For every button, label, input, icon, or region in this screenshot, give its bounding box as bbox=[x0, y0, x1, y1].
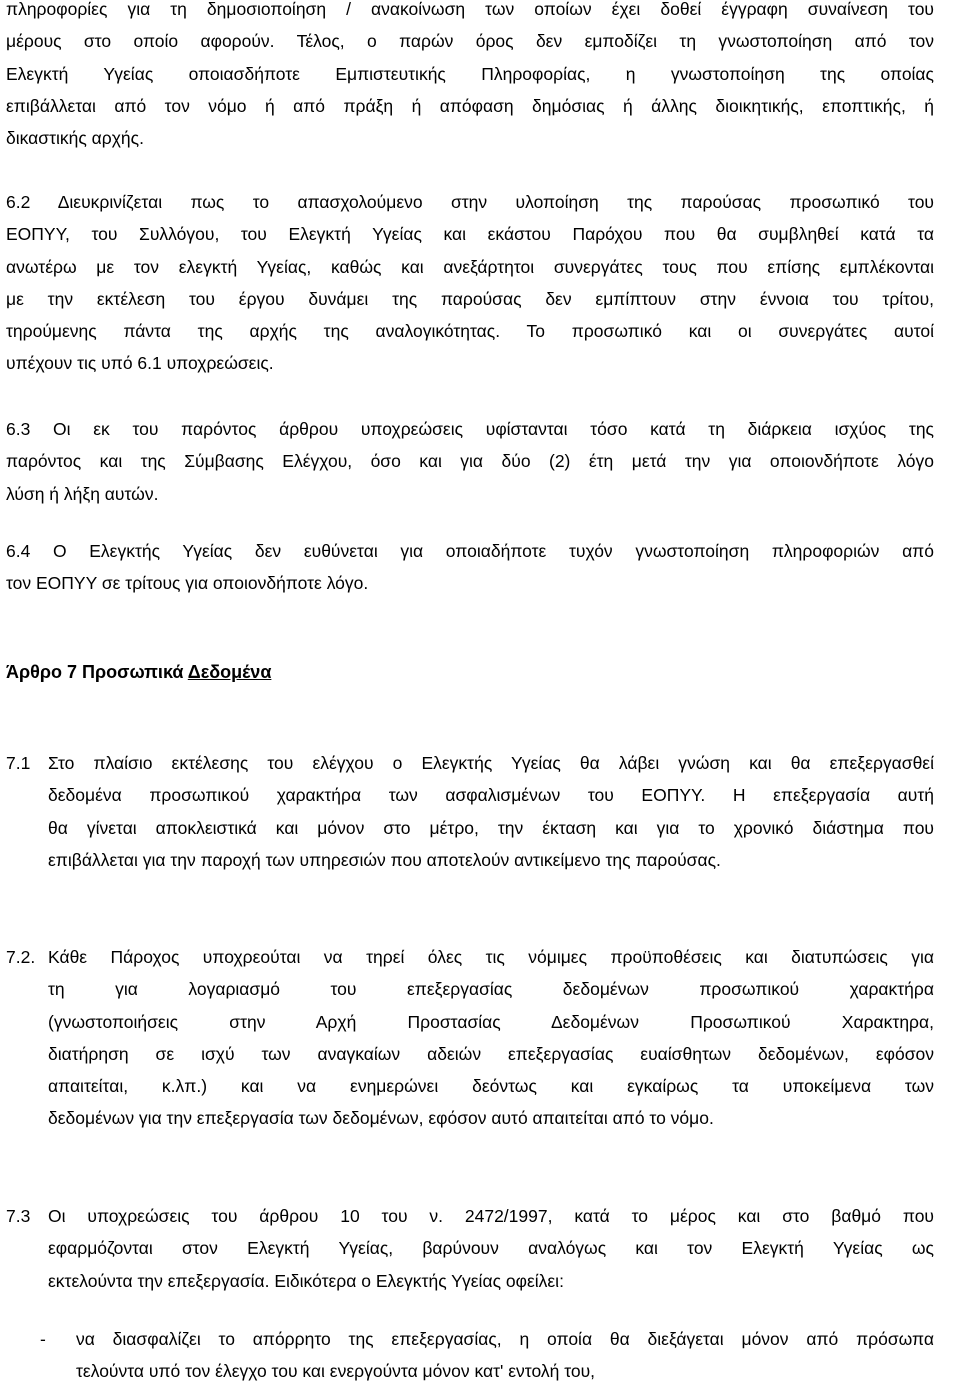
paragraph-7-2 bbox=[6, 941, 934, 1136]
text-line: με την εκτέλεση του έργου δυνάμει της παρούσας δεν εμπίπτουν στην έννοια του τρίτου, bbox=[6, 288, 934, 309]
bullet-dash: - bbox=[40, 1329, 46, 1349]
clause-number: 7.3 bbox=[6, 1206, 31, 1226]
text-line: υπέχουν τις υπό 6.1 υποχρεώσεις. bbox=[6, 353, 274, 374]
text-line: δεδομένων για την επεξεργασία των δεδομένων, εφόσον αυτό απαιτείται από το νόμο. bbox=[48, 1108, 714, 1129]
clause-body bbox=[48, 941, 934, 1135]
clause-body bbox=[48, 747, 934, 876]
text-line: θα γίνεται αποκλειστικά και μόνον στο μέτρο, την έκταση και για το χρονικό διάστημα που bbox=[48, 817, 934, 838]
text-line: τελούντα υπό τον έλεγχο του και ενεργούντα μόνον κατ' εντολή του, bbox=[76, 1361, 596, 1382]
text-line: 6.3 Οι εκ του παρόντος άρθρου υποχρεώσεις υφίστανται τόσο κατά τη διάρκεια ισχύος της bbox=[6, 419, 934, 439]
clause-number: 7.2. bbox=[6, 947, 36, 967]
paragraph-7-1 bbox=[6, 747, 934, 877]
text-line: εφαρμόζονται στον Ελεγκτή Υγείας, βαρύνουν αναλόγως και τον Ελεγκτή Υγείας ως bbox=[48, 1238, 934, 1259]
text-line: να διασφαλίζει το απόρρητο της επεξεργασίας, η οποία θα διεξάγεται μόνον από πρόσωπα bbox=[76, 1329, 934, 1349]
paragraph-7-3 bbox=[6, 1200, 934, 1298]
text-line: μέρους στο οποίο αφορούν. Τέλος, ο παρών όρος δεν εμποδίζει τη γνωστοποίηση από τον bbox=[6, 31, 934, 52]
heading-prefix: Άρθρο 7 Προσωπικά bbox=[6, 662, 188, 682]
text-line: Κάθε Πάροχος υποχρεούται να τηρεί όλες τις νόμιμες προϋποθέσεις και διατυπώσεις για bbox=[48, 947, 934, 967]
clause-number: 7.1 bbox=[6, 753, 31, 773]
text-line: εκτελούντα την επεξεργασία. Ειδικότερα ο Ελεγκτής Υγείας οφείλει: bbox=[48, 1270, 564, 1291]
heading-underlined: Δεδομένα bbox=[187, 662, 272, 682]
text-line: τηρούμενης πάντα της αρχής της αναλογικότητας. Το προσωπικό και οι συνεργάτες αυτοί bbox=[6, 321, 934, 342]
text-line: Ελεγκτή Υγείας οποιασδήποτε Εμπιστευτικής Πληροφορίας, η γνωστοποίηση της οποίας bbox=[6, 63, 934, 84]
text-line: ΕΟΠΥΥ, του Συλλόγου, του Ελεγκτή Υγείας και εκάστου Παρόχου που θα συμβληθεί κατά τα bbox=[6, 224, 934, 245]
text-line: Οι υποχρεώσεις του άρθρου 10 του ν. 2472/1997, κατά το μέρος και στο βαθμό που bbox=[48, 1206, 934, 1226]
text-line: παρόντος και της Σύμβασης Ελέγχου, όσο και για δύο (2) έτη μετά την για οποιονδήποτε λόγο bbox=[6, 451, 934, 472]
article-7-heading bbox=[6, 662, 271, 683]
text-line: δεδομένα προσωπικού χαρακτήρα των ασφαλισμένων του ΕΟΠΥΥ. Η επεξεργασία αυτή bbox=[48, 785, 934, 806]
paragraph-6-1-continuation bbox=[6, 0, 934, 154]
text-line: λύση ή λήξη αυτών. bbox=[6, 483, 159, 504]
paragraph-6-2 bbox=[6, 186, 934, 380]
text-line: επιβάλλεται από τον νόμο ή από πράξη ή απόφαση δημόσιας ή άλλης διοικητικής, εποπτικής, ή bbox=[6, 95, 934, 116]
list-item-text bbox=[76, 1323, 934, 1388]
paragraph-6-3 bbox=[6, 413, 934, 510]
text-line: πληροφορίες για τη δημοσιοποίηση / ανακοίνωση των οποίων έχει δοθεί έγγραφη συναίνεση του bbox=[6, 0, 934, 19]
text-line: (γνωστοποιήσεις στην Αρχή Προστασίας Δεδομένων Προσωπικού Χαρακτηρα, bbox=[48, 1011, 934, 1032]
list-item bbox=[0, 1323, 934, 1388]
paragraph-6-4 bbox=[6, 535, 934, 600]
clause-body bbox=[48, 1200, 934, 1297]
text-line: διατήρηση σε ισχύ των αναγκαίων αδειών επεξεργασίας ευαίσθητων δεδομένων, εφόσον bbox=[48, 1043, 934, 1064]
text-line: δικαστικής αρχής. bbox=[6, 128, 144, 149]
text-line: απαιτείται, κ.λπ.) και να ενημερώνει δεόντως και εγκαίρως τα υποκείμενα των bbox=[48, 1076, 934, 1097]
text-line: ανωτέρω με τον ελεγκτή Υγείας, καθώς και ανεξάρτητοι συνεργάτες τους που επίσης εμπλέκονται bbox=[6, 256, 934, 277]
text-line: τη για λογαριασμό του επεξεργασίας δεδομένων προσωπικού χαρακτήρα bbox=[48, 979, 934, 1000]
text-line: τον ΕΟΠΥΥ σε τρίτους για οποιονδήποτε λόγο. bbox=[6, 573, 369, 594]
text-line: επιβάλλεται για την παροχή των υπηρεσιών που αποτελούν αντικείμενο της παρούσας. bbox=[48, 849, 721, 870]
text-line: 6.4 Ο Ελεγκτής Υγείας δεν ευθύνεται για οποιαδήποτε τυχόν γνωστοποίηση πληροφοριών από bbox=[6, 541, 934, 561]
text-line: Στο πλαίσιο εκτέλεσης του ελέγχου ο Ελεγκτής Υγείας θα λάβει γνώση και θα επεξεργασθεί bbox=[48, 753, 934, 773]
text-line: 6.2 Διευκρινίζεται πως το απασχολούμενο στην υλοποίηση της παρούσας προσωπικό του bbox=[6, 192, 934, 212]
